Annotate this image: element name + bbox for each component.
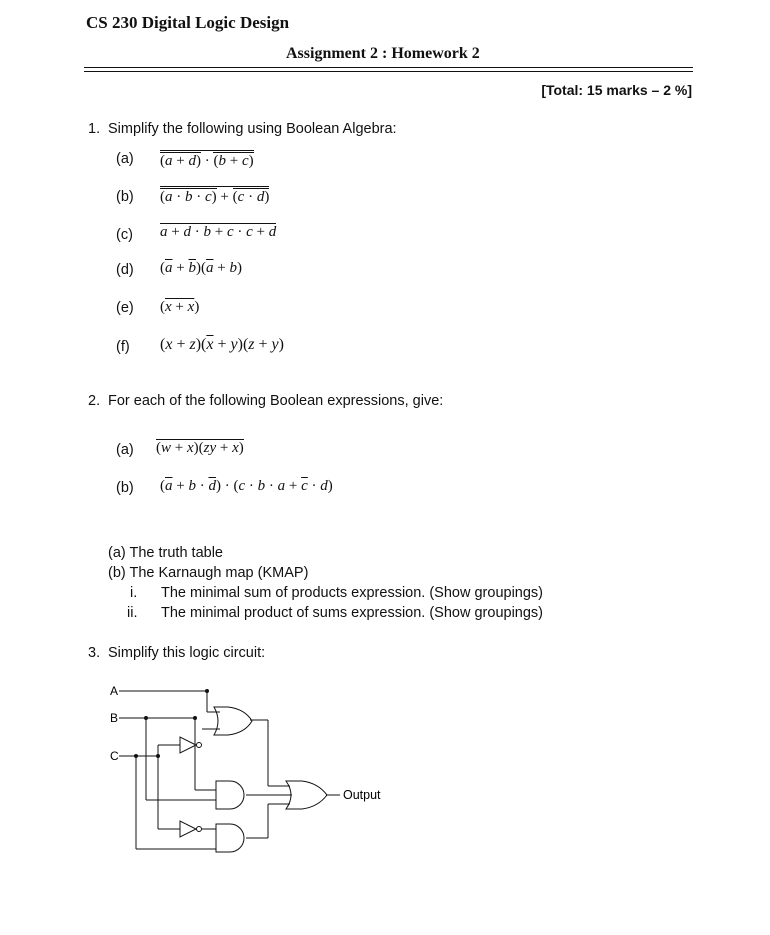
q1-part-c-expression: $a + d \cdot b + c \cdot \overline{c} + d$ xyxy=(160,224,277,240)
q2-part-a-label: (a) xyxy=(116,442,134,458)
q2-number: 2. xyxy=(88,393,101,409)
circuit-output-label: Output xyxy=(343,788,381,802)
q1-part-e-label: (e) xyxy=(116,300,134,316)
q2-part-a-expression: $(w + \overline{x})(\overline{zy} + x)$ xyxy=(156,440,244,456)
q1-part-a-expression: $(a + d) \cdot (\overline{b} + c)$ xyxy=(160,150,254,170)
q2-subitem-text-1: The minimal sum of products expression. (Show groupings) xyxy=(161,585,543,601)
q1-part-c-label: (c) xyxy=(116,227,133,243)
circuit-input-c-label: C xyxy=(110,749,119,763)
header-rule-top xyxy=(84,67,693,68)
q2-part-b-label: (b) xyxy=(116,480,134,496)
q1-number: 1. xyxy=(88,121,101,137)
q2-subitem-text-2: The minimal product of sums expression. (Show groupings) xyxy=(161,605,543,621)
q1-part-f-label: (f) xyxy=(116,339,130,355)
q1-part-d-label: (d) xyxy=(116,262,134,278)
circuit-input-a-label: A xyxy=(110,684,119,698)
q2-part-b-expression: $(\overline{a} + b \cdot \overline{d}) \cdot (c \cdot b \cdot a + \overline{c} \cdot d)$ xyxy=(160,478,333,494)
q1-part-f-expression: $(x + z)(\overline{x} + y)(z + y)$ xyxy=(160,336,284,353)
q3-text: Simplify this logic circuit: xyxy=(108,645,266,661)
q2-subitem-num-2: ii. xyxy=(127,605,138,621)
logic-circuit-diagram xyxy=(100,678,400,863)
q2-item-kmap: (b) The Karnaugh map (KMAP) xyxy=(108,565,309,581)
q1-part-b-expression: $(a \cdot b \cdot \overline{c}) + (\overline{c} \cdot d)$ xyxy=(160,186,269,206)
q1-part-b-label: (b) xyxy=(116,189,134,205)
assignment-title: Assignment 2 : Homework 2 xyxy=(286,45,480,62)
circuit-input-b-label: B xyxy=(110,711,119,725)
q3-number: 3. xyxy=(88,645,101,661)
q2-subitem-num-1: i. xyxy=(130,585,138,601)
q1-text: Simplify the following using Boolean Algebra: xyxy=(108,121,397,137)
q2-item-truth-table: (a) The truth table xyxy=(108,545,223,561)
course-title: CS 230 Digital Logic Design xyxy=(86,13,290,32)
total-marks: [Total: 15 marks – 2 %] xyxy=(541,82,692,98)
q2-text: For each of the following Boolean expressions, give: xyxy=(108,393,444,409)
header-rule-bottom xyxy=(84,71,693,72)
q1-part-e-expression: $(x + \overline{x})$ xyxy=(160,299,200,315)
q1-part-a-label: (a) xyxy=(116,151,134,167)
q1-part-d-expression: $(\overline{a} + \overline{b})(\overline{a} + b)$ xyxy=(160,260,242,276)
